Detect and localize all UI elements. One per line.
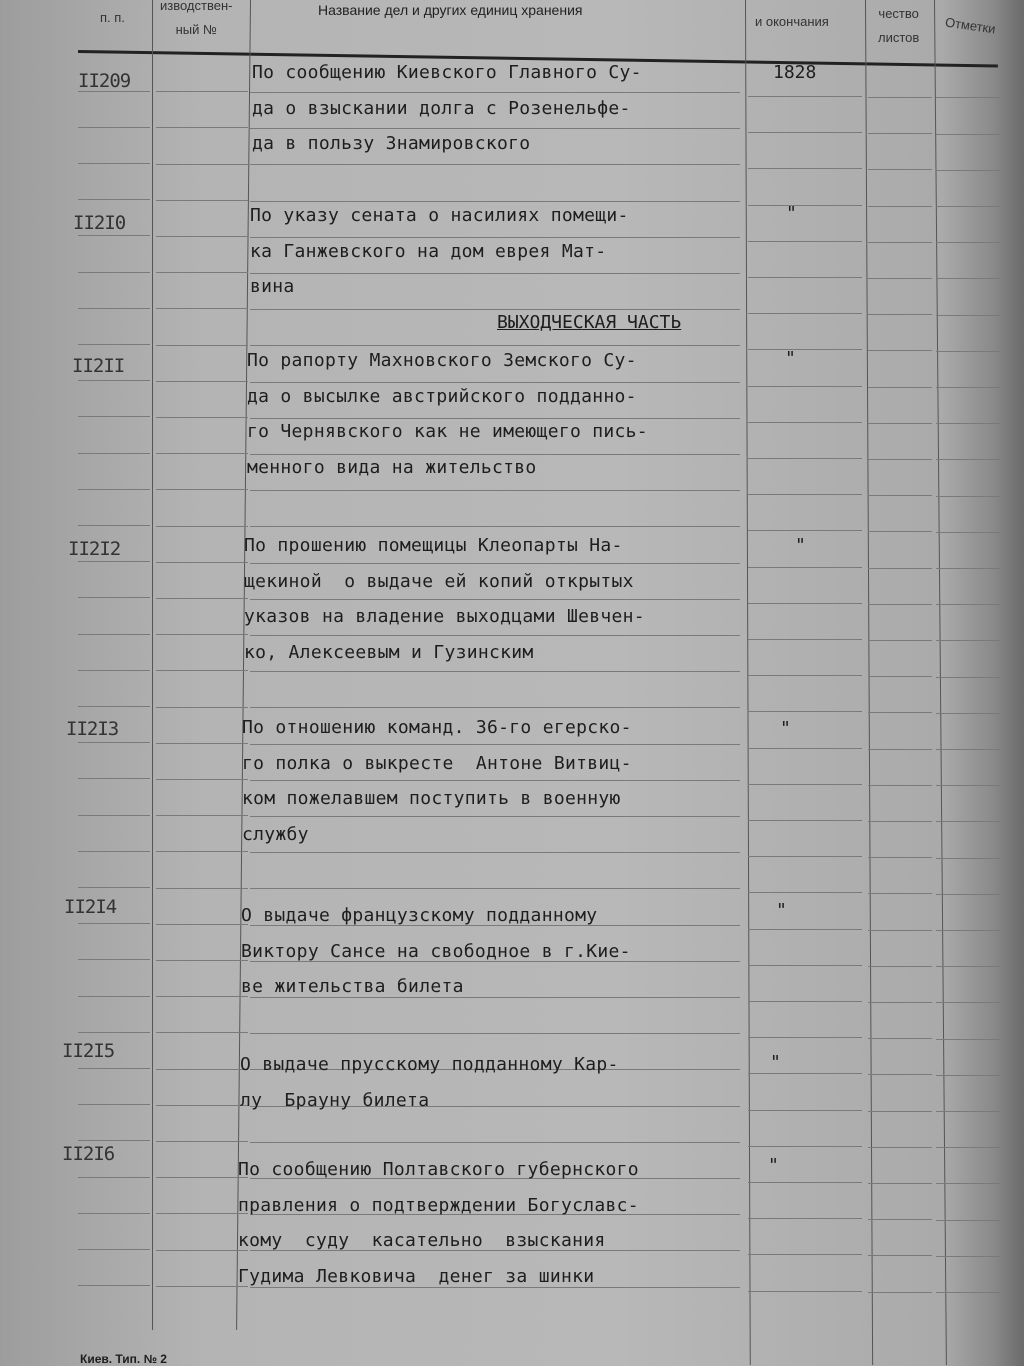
entry-number: II2I5 bbox=[62, 1040, 115, 1062]
ruled-line bbox=[78, 742, 150, 743]
ruled-line bbox=[868, 278, 932, 279]
ruled-line bbox=[868, 1255, 932, 1256]
ruled-line bbox=[78, 380, 150, 381]
ruled-line bbox=[868, 1292, 932, 1293]
section-heading: ВЫХОДЧЕСКАЯ ЧАСТЬ bbox=[497, 312, 682, 333]
ruled-line bbox=[156, 888, 248, 889]
ruled-line bbox=[78, 561, 150, 562]
entry-text: По отношению команд. 36-го егерско- го полка о выкресте Антоне Витвиц- ком пожелавшем поступить в военную службу bbox=[242, 717, 632, 845]
ruled-line bbox=[936, 423, 1000, 424]
ruled-line bbox=[156, 634, 248, 635]
ruled-line bbox=[868, 1074, 932, 1075]
col-divider bbox=[934, 0, 947, 1365]
ruled-line bbox=[868, 857, 932, 858]
ruled-line bbox=[748, 1182, 862, 1183]
ruled-line bbox=[868, 893, 932, 894]
ruled-line bbox=[748, 1037, 862, 1038]
ruled-line bbox=[748, 1291, 862, 1292]
ruled-line bbox=[748, 494, 862, 495]
ruled-line bbox=[936, 749, 1000, 750]
ditto-mark: " bbox=[776, 900, 787, 921]
ruled-line bbox=[156, 598, 248, 599]
ruled-line bbox=[78, 489, 150, 490]
ruled-line bbox=[78, 1177, 150, 1178]
ruled-line bbox=[748, 530, 862, 531]
ruled-line bbox=[78, 1285, 150, 1286]
ruled-line bbox=[748, 711, 862, 712]
ruled-line bbox=[156, 1177, 248, 1178]
ruled-line bbox=[748, 748, 862, 749]
ruled-line bbox=[868, 930, 932, 931]
ruled-line bbox=[156, 417, 248, 418]
ruled-line bbox=[78, 851, 150, 852]
ruled-line bbox=[868, 1147, 932, 1148]
ruled-line bbox=[936, 351, 1000, 352]
ruled-line bbox=[250, 164, 740, 165]
ruled-line bbox=[748, 386, 862, 387]
ditto-mark: " bbox=[768, 1155, 779, 1176]
ruled-line bbox=[868, 314, 932, 315]
ruled-line bbox=[156, 1105, 248, 1106]
ruled-line bbox=[936, 1183, 1000, 1184]
ruled-line bbox=[868, 568, 932, 569]
ruled-line bbox=[936, 315, 1000, 316]
ruled-line bbox=[936, 496, 1000, 497]
ruled-line bbox=[748, 205, 862, 206]
ruled-line bbox=[868, 1219, 932, 1220]
ruled-line bbox=[748, 1218, 862, 1219]
ruled-line bbox=[868, 749, 932, 750]
entry-number: II2I2 bbox=[68, 538, 121, 560]
ruled-line bbox=[748, 603, 862, 604]
ruled-line bbox=[868, 676, 932, 677]
footer-printer: Киев. Тип. № 2 bbox=[80, 1352, 167, 1366]
ruled-line bbox=[78, 923, 150, 924]
entry-number: II2I4 bbox=[64, 896, 117, 918]
ruled-line bbox=[936, 568, 1000, 569]
ruled-line bbox=[936, 604, 1000, 605]
ruled-line bbox=[936, 1039, 1000, 1040]
ruled-line bbox=[936, 785, 1000, 786]
ruled-line bbox=[156, 453, 248, 454]
ruled-line bbox=[868, 640, 932, 641]
header-col-sheets bbox=[878, 6, 919, 55]
ruled-line bbox=[156, 743, 248, 744]
ruled-line bbox=[78, 1032, 150, 1033]
ruled-line bbox=[78, 272, 150, 273]
ruled-line bbox=[250, 852, 740, 853]
entry-number: II2I3 bbox=[66, 718, 119, 740]
ruled-line bbox=[156, 1069, 248, 1070]
ruled-line bbox=[868, 712, 932, 713]
ruled-line bbox=[156, 164, 248, 165]
ruled-line bbox=[748, 241, 862, 242]
ruled-line bbox=[156, 1213, 248, 1214]
ruled-line bbox=[868, 495, 932, 496]
ruled-line bbox=[868, 206, 932, 207]
ruled-line bbox=[78, 778, 150, 779]
ruled-line bbox=[936, 278, 1000, 279]
ruled-line bbox=[748, 349, 862, 350]
ruled-line bbox=[156, 526, 248, 527]
ruled-line bbox=[868, 531, 932, 532]
entry-text: По указу сената о насилиях помещи- ка Ганжевского на дом еврея Мат- вина bbox=[250, 205, 629, 297]
ruled-line bbox=[250, 888, 740, 889]
ruled-line bbox=[868, 1183, 932, 1184]
ruled-line bbox=[78, 1104, 150, 1105]
ruled-line bbox=[78, 163, 150, 164]
ruled-line bbox=[156, 1286, 248, 1287]
ruled-line bbox=[748, 1254, 862, 1255]
ruled-line bbox=[936, 858, 1000, 859]
entry-year: 1828 bbox=[773, 62, 817, 83]
ruled-line bbox=[156, 200, 248, 201]
ruled-line bbox=[156, 489, 248, 490]
ruled-line bbox=[250, 490, 740, 491]
header-col-end: и окончания bbox=[755, 14, 829, 29]
ruled-line bbox=[748, 277, 862, 278]
ruled-line bbox=[936, 1075, 1000, 1076]
ruled-line bbox=[748, 965, 862, 966]
entry-number: II2I6 bbox=[62, 1143, 115, 1165]
header-col-num: п. п. bbox=[100, 10, 125, 25]
ruled-line bbox=[78, 525, 150, 526]
ruled-line bbox=[936, 242, 1000, 243]
sheets-2: листов bbox=[878, 30, 920, 45]
ruled-line bbox=[868, 387, 932, 388]
ruled-line bbox=[156, 1250, 248, 1251]
ruled-line bbox=[78, 344, 150, 345]
ruled-line bbox=[936, 134, 1000, 135]
entry-text: По сообщению Киевского Главного Су- да о взыскании долга с Розенельфе- да в пользу Знамировского bbox=[252, 62, 642, 154]
ruled-line bbox=[748, 313, 862, 314]
ditto-mark: " bbox=[770, 1052, 781, 1073]
ruled-line bbox=[78, 416, 150, 417]
ruled-line bbox=[748, 675, 862, 676]
ruled-line bbox=[156, 1141, 248, 1142]
ruled-line bbox=[250, 309, 740, 310]
ruled-line bbox=[156, 996, 248, 997]
ruled-line bbox=[936, 894, 1000, 895]
ditto-mark: " bbox=[785, 348, 796, 369]
col-divider bbox=[152, 0, 153, 1330]
entry-text: По прошению помещицы Клеопарты На- щекиной о выдаче ей копий открытых указов на владение выходцами Шевчен- ко, Алексеевым и Гузинским bbox=[244, 535, 645, 663]
ruled-line bbox=[868, 242, 932, 243]
ruled-line bbox=[748, 567, 862, 568]
ruled-line bbox=[78, 887, 150, 888]
ruled-line bbox=[156, 345, 248, 346]
ruled-line bbox=[868, 1038, 932, 1039]
ruled-line bbox=[936, 170, 1000, 171]
ruled-line bbox=[748, 1073, 862, 1074]
ruled-line bbox=[78, 308, 150, 309]
ruled-line bbox=[78, 959, 150, 960]
entry-text: О выдаче французскому подданному Виктору Сансе на свободное в г.Кие- ве жительства билета bbox=[241, 905, 631, 997]
ruled-line bbox=[936, 821, 1000, 822]
ruled-line bbox=[78, 996, 150, 997]
ruled-line bbox=[748, 422, 862, 423]
ruled-line bbox=[78, 235, 150, 236]
ruled-line bbox=[936, 459, 1000, 460]
ruled-line bbox=[78, 815, 150, 816]
entry-text: По рапорту Махновского Земского Су- да о высылке австрийского подданно- го Чернявского как не имеющего пись- менного вида на жительство bbox=[247, 350, 648, 478]
ruled-line bbox=[868, 966, 932, 967]
ruled-line bbox=[748, 856, 862, 857]
ruled-line bbox=[748, 1146, 862, 1147]
sheets-1: чество bbox=[878, 6, 919, 21]
ruled-line bbox=[868, 459, 932, 460]
ruled-line bbox=[156, 236, 248, 237]
entry-text: О выдаче прусскому подданному Кар- лу Брауну билета bbox=[240, 1054, 619, 1111]
ruled-line bbox=[748, 929, 862, 930]
ruled-line bbox=[156, 779, 248, 780]
ruled-line bbox=[868, 350, 932, 351]
entry-number: II2I0 bbox=[73, 212, 126, 234]
ruled-line bbox=[156, 381, 248, 382]
ruled-line bbox=[78, 634, 150, 635]
ruled-line bbox=[78, 670, 150, 671]
ruled-line bbox=[156, 707, 248, 708]
ruled-line bbox=[936, 713, 1000, 714]
ruled-line bbox=[156, 960, 248, 961]
ruled-line bbox=[936, 640, 1000, 641]
ruled-line bbox=[156, 127, 248, 128]
ruled-line bbox=[250, 1142, 740, 1143]
ruled-line bbox=[868, 821, 932, 822]
ditto-mark: " bbox=[795, 535, 806, 556]
ruled-line bbox=[936, 1002, 1000, 1003]
ruled-line bbox=[936, 206, 1000, 207]
ruled-line bbox=[78, 1140, 150, 1141]
ruled-line bbox=[936, 532, 1000, 533]
ditto-mark: " bbox=[786, 203, 797, 224]
header-col-prod: изводствен- ный № bbox=[160, 0, 233, 37]
header-col-notes: Отметки bbox=[944, 14, 997, 37]
ruled-line bbox=[868, 423, 932, 424]
ruled-line bbox=[936, 930, 1000, 931]
ruled-line bbox=[748, 820, 862, 821]
ruled-line bbox=[78, 199, 150, 200]
ruled-line bbox=[748, 96, 862, 97]
ruled-line bbox=[78, 453, 150, 454]
ruled-line bbox=[936, 97, 1000, 98]
ruled-line bbox=[868, 97, 932, 98]
ruled-line bbox=[868, 169, 932, 170]
ruled-line bbox=[156, 924, 248, 925]
header-col-title: Название дел и других единиц хранения bbox=[318, 2, 583, 18]
ruled-line bbox=[936, 1256, 1000, 1257]
ruled-line bbox=[156, 562, 248, 563]
entry-text: По сообщению Полтавского губернского правления о подтверждении Богуславс- кому суду касательно взыскания Гудима Левковича денег за шинки bbox=[238, 1159, 639, 1287]
ruled-line bbox=[868, 604, 932, 605]
ruled-line bbox=[748, 458, 862, 459]
ruled-line bbox=[156, 815, 248, 816]
ruled-line bbox=[936, 1111, 1000, 1112]
ruled-line bbox=[936, 1292, 1000, 1293]
ruled-line bbox=[748, 892, 862, 893]
ruled-line bbox=[936, 677, 1000, 678]
ruled-line bbox=[868, 1002, 932, 1003]
ruled-line bbox=[748, 639, 862, 640]
ruled-line bbox=[868, 133, 932, 134]
ruled-line bbox=[78, 706, 150, 707]
ruled-line bbox=[748, 784, 862, 785]
ruled-line bbox=[156, 308, 248, 309]
ruled-line bbox=[156, 272, 248, 273]
ruled-line bbox=[78, 127, 150, 128]
ruled-line bbox=[250, 707, 740, 708]
ruled-line bbox=[936, 387, 1000, 388]
ruled-line bbox=[78, 597, 150, 598]
ruled-line bbox=[78, 1068, 150, 1069]
ruled-line bbox=[868, 785, 932, 786]
ruled-line bbox=[936, 1147, 1000, 1148]
ruled-line bbox=[156, 1032, 248, 1033]
ruled-line bbox=[748, 1001, 862, 1002]
ruled-line bbox=[156, 670, 248, 671]
ruled-line bbox=[936, 966, 1000, 967]
ruled-line bbox=[250, 1033, 740, 1034]
entry-number: II2II bbox=[72, 355, 125, 377]
ruled-line bbox=[250, 671, 740, 672]
ruled-line bbox=[78, 1249, 150, 1250]
ruled-line bbox=[748, 132, 862, 133]
ruled-line bbox=[156, 851, 248, 852]
ruled-line bbox=[156, 91, 248, 92]
ruled-line bbox=[936, 1220, 1000, 1221]
ruled-line bbox=[748, 1110, 862, 1111]
ruled-line bbox=[868, 1111, 932, 1112]
ruled-line bbox=[78, 1213, 150, 1214]
ruled-line bbox=[748, 168, 862, 169]
entry-number: II209 bbox=[78, 70, 131, 92]
ditto-mark: " bbox=[780, 718, 791, 739]
